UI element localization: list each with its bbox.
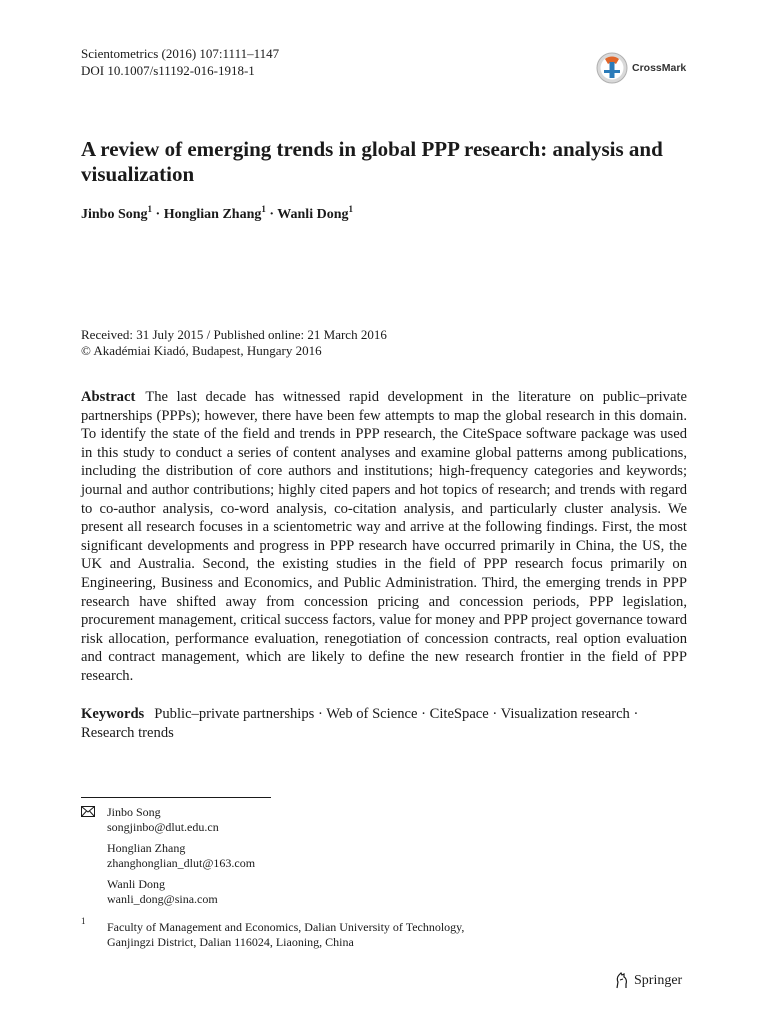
springer-horse-icon	[614, 972, 630, 990]
received-published-dates: Received: 31 July 2015 / Published online: 21 March 2016	[81, 327, 387, 342]
abstract-text: The last decade has witnessed rapid development in the literature on public–private partnerships (PPPs); however, there have been few attempts to map the global research in this domain. To identify the state of the field and trends in PPP research, the CiteSpace software package was used in this study to conduct a series of content analyses and examine global patterns among publications, including the distribution of core authors and institutions; high-frequency categories and keywords; journal and author contributions; highly cited papers and hot topics of research; and trends with regard to co-author analysis, co-word analysis, co-citation analysis, and particularly cluster analysis. We present all research focuses in a scientometric way and arrive at the following findings. First, the most significant developments and progress in PPP research have occurred primarily in China, the US, the UK and Australia. Second, the existing studies in the field of PPP research focus primarily on Engineering, Business and Economics, and Public Administration. Third, the emerging trends in PPP research have shifted away from concession pricing and concession periods, PPP legislation, procurement management, critical success factors, value for money and PPP project governance toward risk allocation, performance evaluation, renegotiation of concession contracts, real option evaluation and contract management, which are likely to define the new research frontier in the field of PPP research.	[81, 389, 687, 684]
contact-name: Honglian Zhang	[107, 841, 186, 855]
journal-citation: Scientometrics (2016) 107:1111–1147	[81, 46, 280, 61]
publisher-logo	[614, 972, 694, 992]
affiliation-number: 1	[81, 916, 86, 926]
affiliation	[107, 920, 464, 950]
affiliation-marker: 1	[348, 204, 353, 214]
crossmark-badge[interactable]	[596, 52, 692, 86]
keywords-text: Public–private partnerships · Web of Science · CiteSpace · Visualization research · Research trends	[81, 706, 639, 741]
article-title: A review of emerging trends in global PPP research: analysis and visualization	[81, 137, 663, 186]
crossmark-icon	[596, 52, 628, 84]
author-name[interactable]: Wanli Dong	[277, 207, 349, 222]
contact-block	[107, 877, 218, 907]
abstract-label: Abstract	[81, 389, 136, 405]
contact-email[interactable]: zhanghonglian_dlut@163.com	[107, 856, 256, 870]
abstract	[81, 388, 687, 686]
publisher-name: Springer	[634, 973, 683, 988]
author-name[interactable]: Honglian Zhang	[163, 207, 262, 222]
contact-block	[107, 841, 255, 871]
publication-info	[81, 327, 387, 359]
affiliation-marker: 1	[261, 204, 266, 214]
keywords-label: Keywords	[81, 706, 145, 722]
author-separator: ·	[152, 207, 164, 222]
envelope-icon	[81, 806, 95, 817]
contact-name: Jinbo Song	[107, 805, 161, 819]
affiliation-line: Faculty of Management and Economics, Dalian University of Technology,	[107, 920, 465, 934]
contact-block	[107, 805, 219, 835]
keywords	[81, 705, 687, 742]
affiliation-marker: 1	[147, 204, 153, 214]
contact-name: Wanli Dong	[107, 877, 166, 891]
contact-email[interactable]: wanli_dong@sina.com	[107, 892, 218, 906]
crossmark-label: CrossMark	[632, 62, 687, 74]
contact-email[interactable]: songjinbo@dlut.edu.cn	[107, 820, 219, 834]
doi[interactable]: DOI 10.1007/s11192-016-1918-1	[81, 63, 255, 78]
copyright-notice: © Akadémiai Kiadó, Budapest, Hungary 2016	[81, 343, 322, 358]
footnote-divider	[81, 797, 271, 798]
author-list	[81, 204, 353, 223]
author-name[interactable]: Jinbo Song	[81, 207, 148, 222]
author-separator: ·	[265, 207, 278, 222]
affiliation-line: Ganjingzi District, Dalian 116024, Liaoning, China	[107, 935, 354, 949]
